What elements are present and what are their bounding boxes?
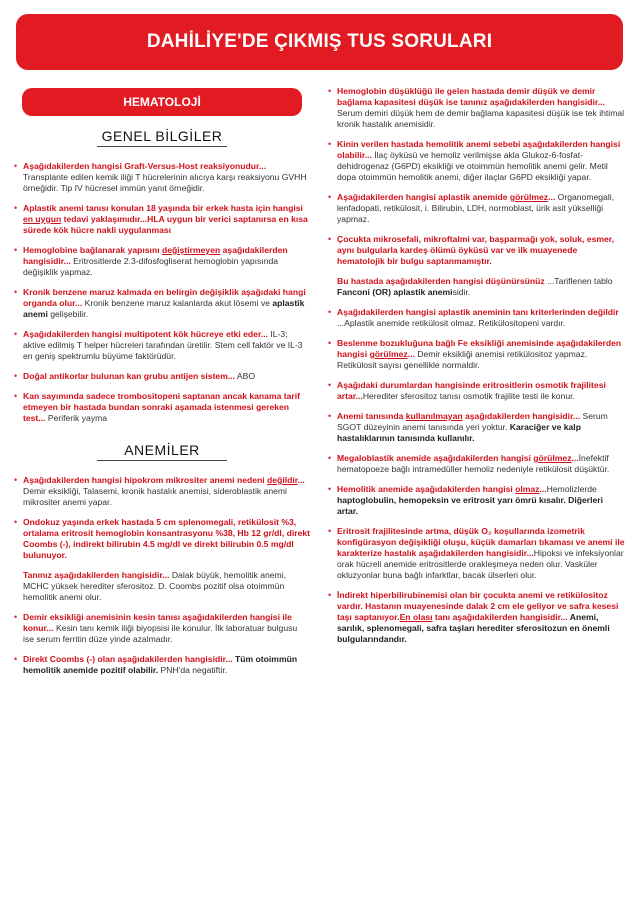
question-text: ... — [571, 453, 579, 463]
right-item — [328, 411, 626, 444]
anemi-item — [14, 612, 310, 645]
question-text: Eritrosit frajilitesinde artma, düşük O₂ koşullarında izometrik konfigürasyon değişikliği oluşu, küçük damarları tıkaması ve anemi ile karakterize hastalık aşağıdakilerden hangisidir... — [337, 526, 625, 558]
answer-text: sidir. — [452, 287, 471, 297]
section-title: HEMATOLOJİ — [123, 95, 201, 109]
genel-item — [14, 161, 310, 194]
answer-text: İnefektif hematopoeze bağlı intramedüller hemoliz nedeniyle retikülosit düşüktür. — [337, 453, 610, 474]
right-item — [328, 526, 626, 581]
answer-text: ...Tariflenen tablo — [544, 276, 613, 286]
question-text: Doğal antikorlar bulunan kan grubu antijen sistem... — [23, 371, 236, 381]
answer-text: Kesin tanı kemik iliği biyopsisi ile konulur. İlk laboratuar bulgusu ise serum ferritin düze yinde azalmadır. — [23, 623, 298, 644]
anemi-item — [14, 517, 310, 561]
question-text: Ondokuz yaşında erkek hastada 5 cm splenomegali, retikülosit %3, ortalama eritrosit hemoglobin konsantrasyonu %38, Hb 12 gr/dl, direkt Coombs (-), indirekt bilirubin 4.5 mg/dl ve direkt bilirubin 0.5 mg/dl bulunuyor. — [23, 517, 311, 560]
question-emphasis: en uygun — [23, 214, 62, 224]
question-text: Aşağıdakilerden hangisi multipotent kök hücreye etki eder... — [23, 329, 268, 339]
anemi-item — [14, 475, 310, 508]
genel-item — [14, 203, 310, 236]
answer-bold-text: haptoglobulin, hemopeksin ve eritrosit yarı ömrü kısalır. Diğerleri artar. — [337, 495, 603, 516]
genel-item — [14, 371, 310, 382]
question-emphasis: olmaz — [515, 484, 540, 494]
question-emphasis: değiştirmeyen — [161, 245, 221, 255]
answer-bold-text: Karaciğer ve kalp hastalıklarının tanısında kullanılır. — [337, 422, 581, 443]
question-text: Çocukta mikrosefali, mikroftalmi var, başparmağı yok, soluk, esmer, aynı bulgularla kardeş ölümü öyküsü var ve ilk muayenede hematolojik bir bulgu saptanmamıştır. — [337, 234, 615, 266]
answer-text: ...Aplastik anemide retikülosit olmaz. Retikülositopeni vardır. — [337, 318, 566, 328]
right-item — [328, 192, 626, 225]
question-text: aşağıdakilerden hangisidir... — [462, 411, 581, 421]
answer-bold-text: Tüm otoimmün hemolitik anemide pozitif olabilir. — [23, 654, 298, 675]
right-item — [328, 276, 626, 298]
question-text: Beslenme bozukluğuna bağlı Fe eksikliği anemisinde aşağıdakilerden hangisi — [337, 338, 622, 359]
right-column — [328, 86, 626, 654]
anemi-list — [14, 475, 310, 676]
question-text: Aşağıdakilerden hangisi hipokrom mikrositer anemi nedeni — [23, 475, 268, 485]
genel-bilgiler-heading: GENEL BİLGİLER — [97, 128, 227, 147]
answer-text: Serum SGOT düzeyinin anemi tanısında yeri yoktur. — [337, 411, 608, 432]
answer-text: Hipoksi ve infeksiyonlar orak hücreli anemide eritrositlerde orakleşmeya neden olur. Vasküler okluzyonlar buna bağlı infarktlar, bacak ülserleri olur. — [337, 548, 624, 580]
section-pill — [22, 88, 302, 116]
genel-item — [14, 391, 310, 424]
question-text: aşağıdakilerden hangisidir... — [23, 245, 288, 266]
anemi-item — [14, 654, 310, 676]
question-emphasis: değildir — [267, 475, 298, 485]
answer-text: PNH'da negatiftir. — [158, 665, 228, 675]
right-item — [328, 484, 626, 517]
question-text: Hemolitik anemide aşağıdakilerden hangisi — [337, 484, 516, 494]
genel-list — [14, 161, 310, 424]
answer-text: Kronik benzene maruz kalanlarda akut lösemi ve — [82, 298, 273, 308]
answer-text: Organomegali, lenfadopati, retikülosit, i. Bilirubin, LDH, normoblast, ürik asit yükselliği yapmaz. — [337, 192, 615, 224]
answer-bold-text: Fanconi (OR) aplastik anemi — [337, 287, 453, 297]
genel-item — [14, 329, 310, 362]
question-text: ... — [297, 475, 305, 485]
question-text: Kronik benzene maruz kalmada en belirgin değişiklik aşağıdaki hangi organda olur... — [23, 287, 306, 308]
answer-text: Demir eksikliği, Talasemi, kronik hastalık anemisi, sideroblastik anemi mikrositer anemi yapar. — [23, 486, 287, 507]
question-text: Anemi tanısında — [337, 411, 406, 421]
question-text: Aplastik anemi tanısı konulan 18 yaşında bir erkek hasta için hangisi — [23, 203, 303, 213]
right-item — [328, 234, 626, 267]
page-title: DAHİLİYE'DE ÇIKMIŞ TUS SORULARI — [146, 31, 493, 52]
question-text: ... — [407, 349, 415, 359]
right-item — [328, 453, 626, 475]
question-text: Aşağıdakilerden hangisi Graft-Versus-Host reaksiyonudur... — [23, 161, 267, 171]
answer-text: gelişebilir. — [47, 309, 88, 319]
question-emphasis: En olası — [399, 612, 433, 622]
question-text: Hemoglobine bağlanarak yapısını — [23, 245, 162, 255]
question-text: Demir eksikliği anemisinin kesin tanısı aşağıdakilerden hangisi ile konur... — [23, 612, 292, 633]
question-text: Aşağıdakilerden hangisi aplastik aneminin tanı kriterlerinden değildir — [337, 307, 619, 317]
question-text: Kinin verilen hastada hemolitik anemi sebebi aşağıdakilerden hangisi olabilir... — [337, 139, 621, 160]
question-text: ... — [539, 484, 547, 494]
answer-text: Herediter sferositoz tanısı osmotik frajilite testi ile konur. — [362, 391, 575, 401]
right-item — [328, 307, 626, 329]
question-emphasis: görülmez — [369, 349, 408, 359]
answer-text: Eritrositlerde 2.3-difosfogliserat hemoglobin yapısında değişiklik yapmaz. — [23, 256, 279, 277]
answer-text: Hemolizlerde — [546, 484, 597, 494]
right-item — [328, 139, 626, 183]
question-text: Aşağıdakilerden hangisi aplastik anemide — [337, 192, 510, 202]
right-item — [328, 86, 626, 130]
answer-bold-text: Anemi, sarılık, splenomegali, safra taşları herediter sferositozun en önemli bulgularındandır. — [337, 612, 610, 644]
question-text: Direkt Coombs (-) olan aşağıdakilerden hangisidir... — [23, 654, 233, 664]
question-emphasis: görülmez — [509, 192, 549, 202]
question-text: Hemoglobin düşüklüğü ile gelen hastada demir düşük ve demir bağlama kapasitesi düşük ise tanınız aşağıdakilerden hangisidir... — [337, 86, 605, 107]
question-emphasis: görülmez — [533, 453, 572, 463]
answer-text: Dalak büyük, hemolitik anemi, MCHC yüksek herediter sferositoz. D. Coombs pozitif olsa otoimmün hemolitik anemi olur. — [23, 570, 286, 602]
genel-item — [14, 245, 310, 278]
anemi-item — [14, 570, 310, 603]
left-column — [14, 86, 310, 685]
right-item — [328, 380, 626, 402]
answer-text: İlaç öyküsü ve hemoliz verilmişse akla Glukoz-6-fosfat-dehidrogenaz (G6PD) eksikliği ve otoimmün hemolitik anemi gelir. Metil dopa otoimmün hemolitik anemi, diğer ilaçlar G6PD eksikliği yapar. — [337, 150, 608, 182]
answer-text: ABO — [235, 371, 256, 381]
answer-text: Periferik yayma — [45, 413, 108, 423]
anemiler-heading: ANEMİLER — [97, 442, 227, 461]
answer-text: Serum demiri düşük hem de demir bağlama kapasitesi düşük ise tek ihtimal kronik hastalık anemisidir. — [337, 108, 625, 129]
genel-item — [14, 287, 310, 320]
answer-text: Transplante edilen kemik iliği T hücrelerinin alıcıya karşı reaksiyonu GVHH örneğidir. Tip IV hücresel immün yanıt örneğidir. — [23, 172, 307, 193]
right-item — [328, 590, 626, 645]
question-text: tanı aşağıdakilerden hangisidir... — [432, 612, 568, 622]
question-emphasis: kullanılmayan — [405, 411, 463, 421]
question-text: İndirekt hiperbilirubinemisi olan bir çocukta anemi ve retikülositoz vardır. Hastanın muayenesinde dalak 2 cm ele geliyor ve safra kesesi taşı saptanıyor. — [337, 590, 619, 622]
answer-text: Demir eksikliği anemisi retikülositoz yapmaz. Retikülosit sayısı genellikle normaldir. — [337, 349, 588, 370]
right-list — [328, 86, 626, 645]
page-banner — [16, 14, 623, 70]
question-text: Megaloblastik anemide aşağıdakilerden hangisi — [337, 453, 534, 463]
question-text: ... — [548, 192, 556, 202]
question-text: Tanınız aşağıdakilerden hangisidir... — [23, 570, 170, 580]
question-text: Kan sayımında sadece trombositopeni saptanan ancak kanama tarif etmeyen bir hastada bundan sonraki aşamada istenmesi gereken test... — [23, 391, 301, 423]
question-text: tedavi yaklaşımıdır...HLA uygun bir verici saptanırsa en kısa sürede kök hücre nakli uygulanması — [23, 214, 308, 235]
answer-text: IL-3; aktive edilmiş T helper hücreleri tarafından üretilir. Stem cell faktör ve IL-3 en geniş spektrumlu büyüme faktörüdür. — [23, 329, 303, 361]
question-text: Aşağıdaki durumlardan hangisinde eritrositlerin osmotik frajilitesi artar... — [337, 380, 606, 401]
answer-bold-text: aplastik anemi — [23, 298, 305, 319]
question-text: Bu hastada aşağıdakilerden hangisi düşünürsünüz — [337, 276, 545, 286]
right-item — [328, 338, 626, 371]
